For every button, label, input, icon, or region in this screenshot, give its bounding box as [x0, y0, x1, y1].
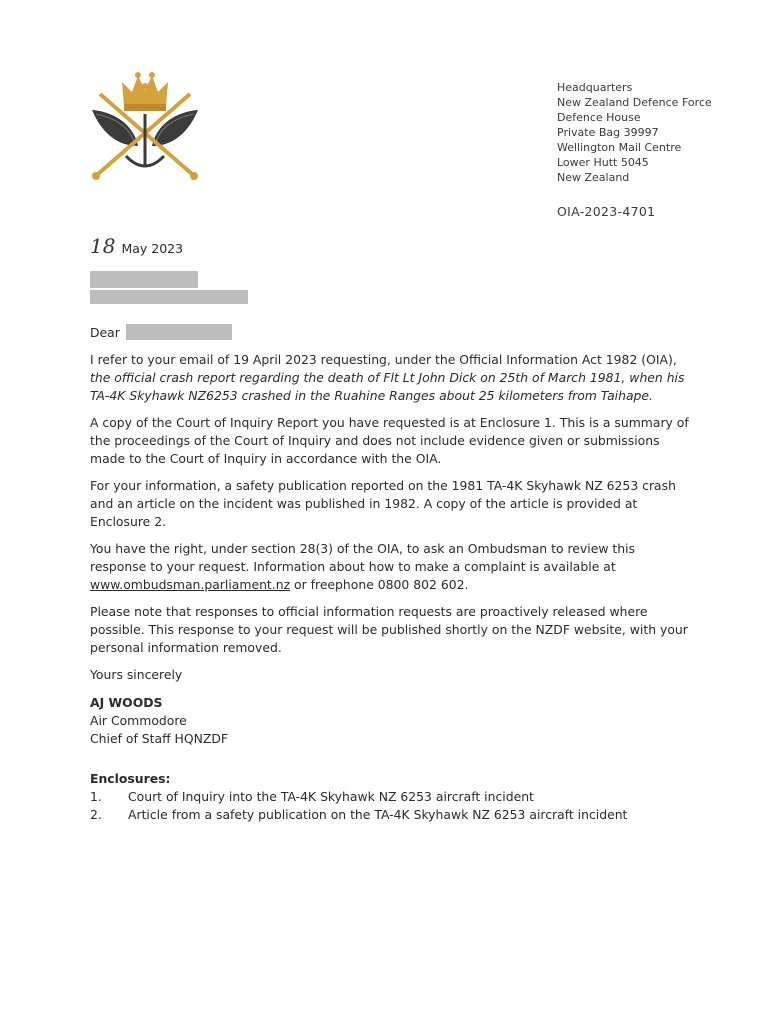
- paragraph-enclosure-1: A copy of the Court of Inquiry Report you have requested is at Enclosure 1. This is a summary of the proceedings of the Court of Inquiry and does not include evidence given or submissions made to the Court of Inquiry in accordance with the OIA.: [90, 415, 689, 466]
- enclosure-text: Article from a safety publication on the TA-4K Skyhawk NZ 6253 aircraft incident: [128, 807, 628, 822]
- letter-date: [90, 234, 183, 258]
- enclosures-heading: Enclosures:: [90, 771, 171, 786]
- paragraph-request-text: I refer to your email of 19 April 2023 requesting, under the Official Information Act 1982 (OIA),: [90, 352, 677, 367]
- enclosure-text: Court of Inquiry into the TA-4K Skyhawk NZ 6253 aircraft incident: [128, 789, 534, 804]
- handwritten-day: 18: [90, 234, 116, 258]
- redacted-recipient-name: [90, 271, 198, 288]
- closing: Yours sincerely: [90, 667, 183, 682]
- signatory-title: Chief of Staff HQNZDF: [90, 731, 229, 746]
- salutation: Dear: [90, 325, 120, 340]
- ombudsman-link[interactable]: www.ombudsman.parliament.nz: [90, 577, 291, 592]
- letterhead-address: [557, 80, 712, 185]
- paragraph-proactive-release: Please note that responses to official information requests are proactively released where possible. This response to your request will be published shortly on the NZDF website, with your personal information removed.: [90, 604, 688, 655]
- ombudsman-text: You have the right, under section 28(3) of the OIA, to ask an Ombudsman to review this response to your request. Information about how to make a complaint is available at: [90, 541, 636, 574]
- list-item: [90, 806, 690, 824]
- address-line: New Zealand Defence Force: [557, 96, 712, 109]
- address-line: New Zealand: [557, 171, 630, 184]
- paragraph-ombudsman: [90, 540, 690, 594]
- address-line: Defence House: [557, 111, 641, 124]
- redacted-recipient-address: [90, 290, 248, 304]
- list-item: [90, 788, 690, 806]
- address-line: Wellington Mail Centre: [557, 141, 682, 154]
- letter-body: [90, 324, 690, 824]
- enclosure-number: 1.: [90, 789, 102, 804]
- month-year: May 2023: [121, 241, 184, 256]
- ombudsman-text-end: or freephone 0800 802 602.: [290, 577, 469, 592]
- signature-block: [90, 694, 690, 748]
- address-line: Headquarters: [557, 81, 633, 94]
- address-line: Lower Hutt 5045: [557, 156, 649, 169]
- paragraph-request: [90, 351, 690, 405]
- address-line: Private Bag 39997: [557, 126, 659, 139]
- signatory-name: AJ WOODS: [90, 695, 163, 710]
- nzdf-crest-logo: [82, 66, 208, 184]
- request-quote: the official crash report regarding the death of Flt Lt John Dick on 25th of March 1981, when his TA-4K Skyhawk NZ6253 crashed in the Ruahine Ranges about 25 kilometers from Taihape.: [90, 370, 685, 403]
- paragraph-enclosure-2: For your information, a safety publication reported on the 1981 TA-4K Skyhawk NZ 6253 crash and an article on the incident was published in 1982. A copy of the article is provided at Enclosure 2.: [90, 478, 676, 529]
- enclosures-list: [90, 788, 690, 824]
- signatory-rank: Air Commodore: [90, 713, 187, 728]
- enclosure-number: 2.: [90, 807, 102, 822]
- reference-number: OIA-2023-4701: [557, 204, 656, 219]
